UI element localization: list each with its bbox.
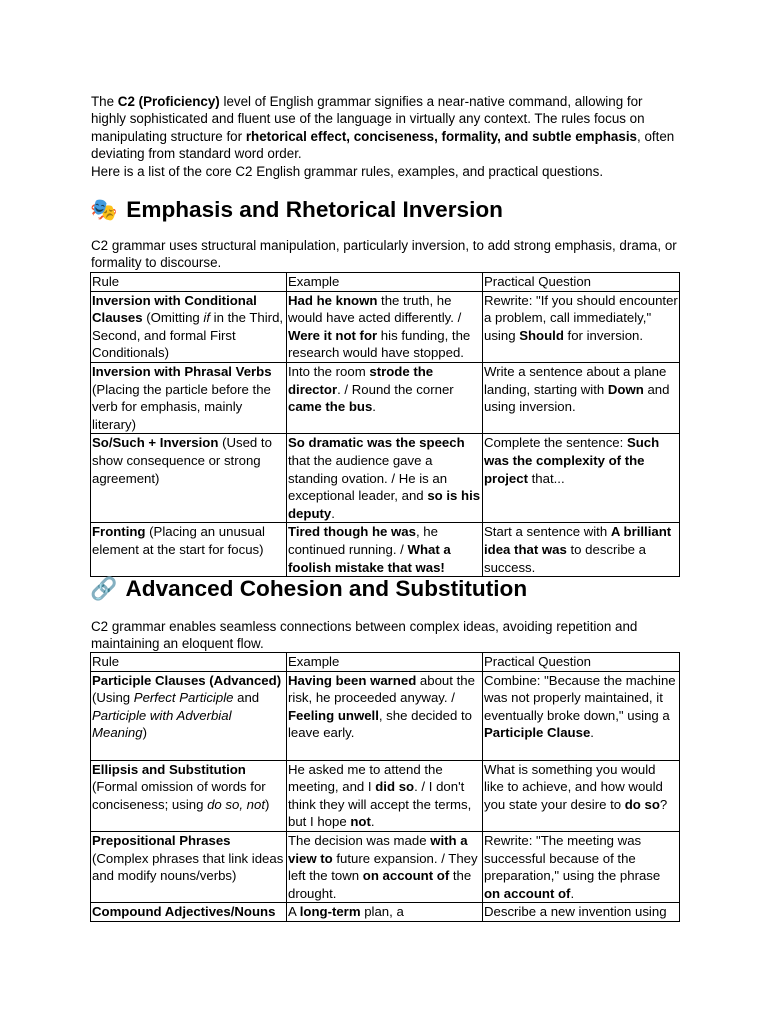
- question-cell: [483, 671, 680, 760]
- example-cell: [287, 362, 483, 433]
- text: Tired though he was: [288, 524, 416, 540]
- text: that the audience gave a standing ovation. / He is an exceptional leader, and: [288, 452, 448, 504]
- text: Rewrite: "The meeting was successful because of the preparation," using the phrase: [484, 832, 661, 884]
- question-cell: [483, 523, 680, 577]
- example-cell: [287, 831, 483, 902]
- text: on account of: [484, 885, 571, 901]
- text: do so, not: [207, 796, 266, 812]
- example-cell: [287, 760, 483, 831]
- text: What a foolish mistake that was!: [288, 541, 451, 575]
- text: level of English grammar signifies a near-native command, allowing for highly sophisticated and fluent use of the language in virtually any context. The rules focus on manipulating structure for: [91, 94, 645, 144]
- text: Complete the sentence:: [484, 435, 627, 451]
- rule-cell: [91, 831, 287, 902]
- text: Describe a new invention using: [484, 904, 667, 920]
- rule-name: Ellipsis and Substitution: [92, 761, 246, 777]
- text: do so: [624, 796, 660, 812]
- text: on account of: [362, 868, 450, 884]
- header-question: Practical Question: [483, 273, 680, 292]
- section-title: Advanced Cohesion and Substitution: [125, 576, 528, 601]
- table-header-row: [91, 273, 680, 292]
- section-title: Emphasis and Rhetorical Inversion: [126, 197, 503, 222]
- table-row: [91, 831, 680, 902]
- text: . / Round the corner: [337, 381, 454, 397]
- section-heading-emphasis: [90, 195, 503, 225]
- text: A brilliant idea that was: [484, 524, 672, 557]
- text: Perfect Participle: [133, 690, 234, 706]
- text: A: [288, 904, 300, 920]
- rule-cell: [91, 523, 287, 577]
- rule-name: Prepositional Phrases: [92, 832, 231, 848]
- level-name: C2 (Proficiency): [117, 94, 220, 109]
- intro-list-sentence: Here is a list of the core C2 English grammar rules, examples, and practical questions.: [91, 163, 604, 179]
- header-rule: Rule: [91, 653, 287, 672]
- table-row: [91, 434, 680, 523]
- example-cell: [287, 291, 483, 362]
- text: .: [570, 885, 575, 901]
- text: ?: [659, 796, 668, 812]
- table-row: [91, 903, 680, 922]
- text: future expansion. / They left the town: [288, 850, 478, 884]
- text: Were it not for: [288, 327, 378, 343]
- rule-cell: [91, 291, 287, 362]
- rule-name: Participle Clauses (Advanced): [92, 672, 282, 688]
- section-heading-cohesion: [90, 574, 527, 604]
- text: .: [590, 725, 594, 741]
- grammar-table-emphasis: [90, 272, 680, 577]
- text: did so: [375, 779, 415, 795]
- header-rule: Rule: [91, 273, 287, 292]
- text: long-term: [299, 904, 361, 920]
- text: with a view to: [288, 832, 468, 866]
- text: (Used to show consequence or strong agreement): [92, 435, 272, 486]
- example-cell: [287, 671, 483, 760]
- example-cell: [287, 903, 483, 922]
- text: Should: [519, 327, 564, 343]
- text: Having been warned: [288, 672, 417, 688]
- section-lead: C2 grammar enables seamless connections between complex ideas, avoiding repetition and maintaining an eloquent flow.: [91, 619, 638, 652]
- text: to describe a success.: [484, 541, 646, 575]
- grammar-table-cohesion: [90, 652, 680, 922]
- table-row: [91, 671, 680, 760]
- table-row: [91, 523, 680, 577]
- text: for inversion.: [563, 327, 644, 343]
- text: not: [350, 814, 371, 830]
- text: Had he known: [288, 292, 378, 308]
- question-cell: [483, 434, 680, 523]
- text: the truth, he would have acted differently. /: [288, 292, 462, 326]
- rule-cell: [91, 434, 287, 523]
- text: The decision was made: [288, 832, 431, 848]
- rule-cell: [91, 671, 287, 760]
- question-cell: [483, 831, 680, 902]
- text: so is his deputy: [288, 488, 481, 521]
- text: Participle with Adverbial Meaning: [92, 707, 232, 741]
- text: Into the room: [288, 363, 370, 379]
- text: , he continued running. /: [288, 524, 438, 557]
- question-cell: [483, 362, 680, 433]
- text: Combine: "Because the machine was not properly maintained, it eventually broke down," using a: [484, 672, 676, 723]
- focus-list: rhetorical effect, conciseness, formality, and subtle emphasis: [245, 128, 637, 144]
- text: ): [142, 725, 147, 741]
- theater-masks-icon: 🎭: [90, 197, 118, 222]
- header-question: Practical Question: [483, 653, 680, 672]
- text: came the bus: [288, 399, 373, 415]
- text: and using inversion.: [484, 381, 670, 415]
- text: The: [91, 94, 118, 109]
- question-cell: [483, 760, 680, 831]
- text: Rewrite: "If you should encounter a problem, call immediately," using: [484, 292, 678, 343]
- text: that...: [527, 470, 565, 486]
- text: ): [265, 796, 270, 812]
- text: Such was the complexity of the project: [484, 435, 660, 486]
- rule-cell: [91, 760, 287, 831]
- question-cell: [483, 291, 680, 362]
- text: What is something you would like to achieve, and how would you state your desire to: [484, 761, 663, 812]
- text: (Using: [92, 690, 134, 706]
- rule-cell: [91, 362, 287, 433]
- text: (Placing the particle before the verb for emphasis, mainly literary): [92, 381, 271, 432]
- rule-name: Inversion with Conditional Clauses: [92, 292, 257, 326]
- text: .: [331, 505, 335, 521]
- text: . / I don't think they will accept the terms, but I hope: [288, 779, 472, 830]
- table-row: [91, 291, 680, 362]
- rule-cell: [91, 903, 287, 922]
- text: (Complex phrases that link ideas and modify nouns/verbs): [92, 850, 284, 884]
- example-cell: [287, 523, 483, 577]
- question-cell: [483, 903, 680, 922]
- header-example: Example: [287, 653, 483, 672]
- text: Down: [607, 381, 644, 397]
- rule-name: Inversion with Phrasal Verbs: [92, 363, 272, 379]
- rule-name: So/Such + Inversion: [92, 435, 219, 451]
- text: his funding, the research would have stopped.: [288, 327, 471, 361]
- text: (Formal omission of words for conciseness; using: [92, 779, 266, 812]
- text: .: [370, 814, 375, 830]
- text: So dramatic was the speech: [288, 435, 465, 451]
- text: , often deviating from standard word order.: [91, 128, 675, 162]
- text: the drought.: [288, 868, 472, 901]
- section-lead: C2 grammar uses structural manipulation, particularly inversion, to add strong emphasis, drama, or formality to discourse.: [91, 238, 677, 271]
- rule-name: Compound Adjectives/Nouns: [92, 904, 276, 920]
- table-row: [91, 362, 680, 433]
- text: if: [203, 310, 211, 326]
- table-row: [91, 760, 680, 831]
- example-cell: [287, 434, 483, 523]
- text: Feeling unwell: [288, 707, 379, 723]
- text: Write a sentence about a plane landing, starting with: [484, 363, 667, 397]
- header-example: Example: [287, 273, 483, 292]
- text: Participle Clause: [484, 725, 591, 741]
- text: in the Third, Second, and formal First Conditionals): [92, 310, 284, 361]
- text: about the risk, he proceeded anyway. /: [288, 672, 475, 706]
- intro: [91, 93, 681, 180]
- text: (Omitting: [142, 310, 204, 326]
- intro-paragraph: [91, 93, 681, 163]
- text: Start a sentence with: [484, 524, 611, 540]
- link-icon: 🔗: [90, 576, 118, 601]
- text: (Placing an unusual element at the start for focus): [92, 524, 265, 557]
- rule-name: Fronting: [92, 524, 146, 540]
- table-header-row: [91, 653, 680, 672]
- text: plan, a: [360, 904, 404, 920]
- text: , she decided to leave early.: [288, 707, 472, 741]
- text: He asked me to attend the meeting, and I: [288, 761, 443, 795]
- text: and: [233, 690, 260, 706]
- text: .: [372, 399, 376, 415]
- text: strode the director: [288, 363, 434, 397]
